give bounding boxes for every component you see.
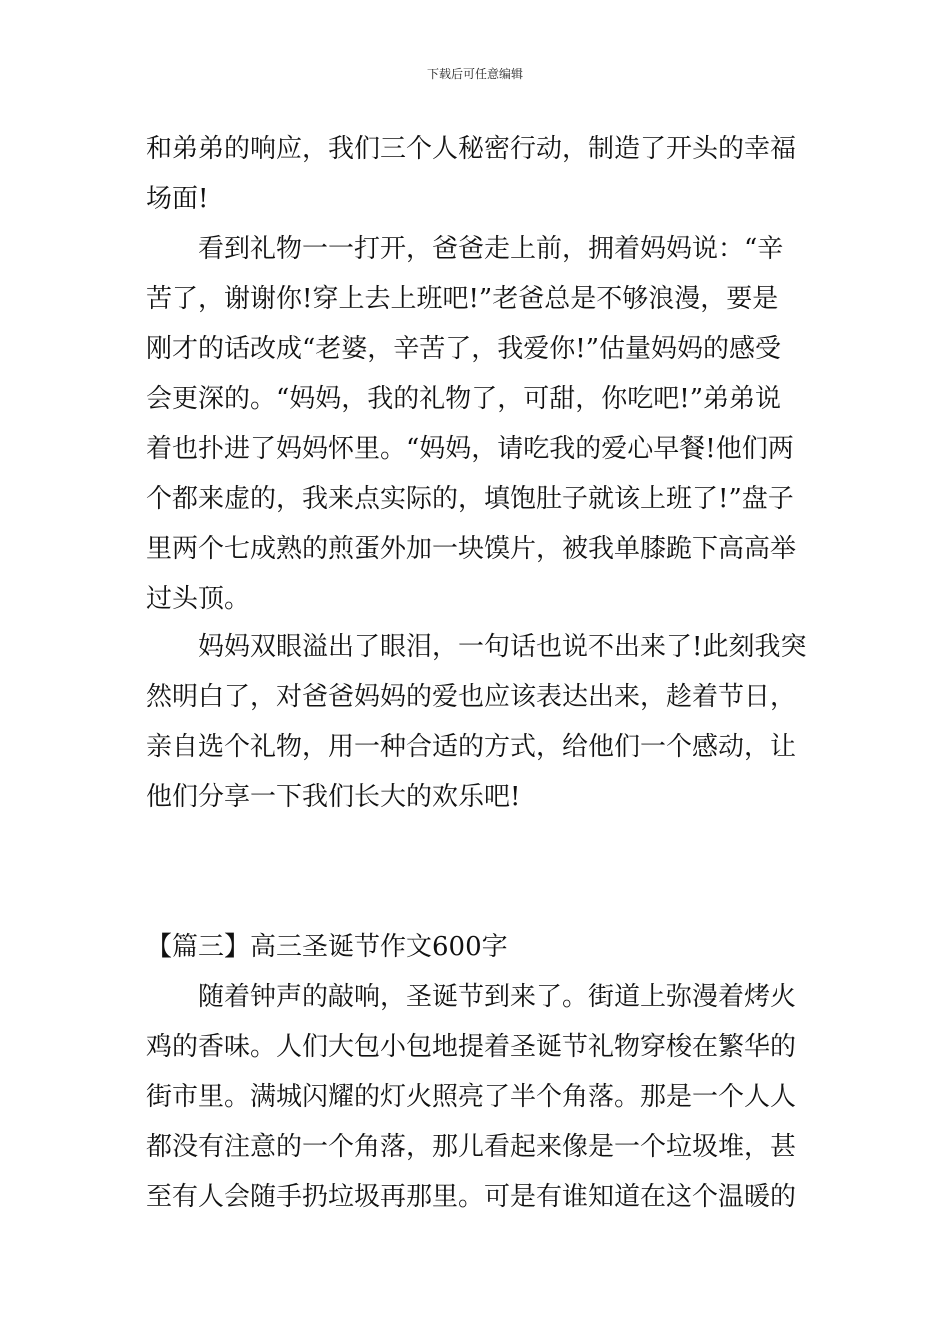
body-line: 然明白了，对爸爸妈妈的爱也应该表达出来，趁着节日， [146,682,797,712]
body-line: 刚才的话改成“老婆，辛苦了，我爱你!”估量妈妈的感受 [146,334,782,364]
body-line: 着也扑进了妈妈怀里。“妈妈，请吃我的爱心早餐!他们两 [146,434,794,464]
body-line: 和弟弟的响应，我们三个人秘密行动，制造了开头的幸福 [146,134,797,164]
body-line: 随着钟声的敲响，圣诞节到来了。街道上弥漫着烤火 [146,982,797,1012]
body-line: 都没有注意的一个角落，那儿看起来像是一个垃圾堆，甚 [146,1132,797,1162]
body-line: 场面! [146,184,209,214]
body-line: 过头顶。 [146,584,251,614]
body-line: 苦了，谢谢你!穿上去上班吧!”老爸总是不够浪漫，要是 [146,284,779,314]
section-heading: 【篇三】高三圣诞节作文600字 [146,932,508,962]
body-line: 里两个七成熟的煎蛋外加一块馍片，被我单膝跪下高高举 [146,534,797,564]
body-line: 会更深的。“妈妈，我的礼物了，可甜，你吃吧!”弟弟说 [146,384,782,414]
body-line: 妈妈双眼溢出了眼泪，一句话也说不出来了!此刻我突 [146,632,807,662]
body-line: 他们分享一下我们长大的欢乐吧! [146,782,521,812]
body-line: 街市里。满城闪耀的灯火照亮了半个角落。那是一个人人 [146,1082,797,1112]
body-line: 至有人会随手扔垃圾再那里。可是有谁知道在这个温暖的 [146,1182,797,1212]
body-line: 鸡的香味。人们大包小包地提着圣诞节礼物穿梭在繁华的 [146,1032,797,1062]
body-line: 个都来虚的，我来点实际的，填饱肚子就该上班了!”盘子 [146,484,794,514]
page-header: 下载后可任意编辑 [426,67,523,81]
body-line: 看到礼物一一打开，爸爸走上前，拥着妈妈说：“辛 [146,234,784,264]
body-line: 亲自选个礼物，用一种合适的方式，给他们一个感动，让 [146,732,797,762]
